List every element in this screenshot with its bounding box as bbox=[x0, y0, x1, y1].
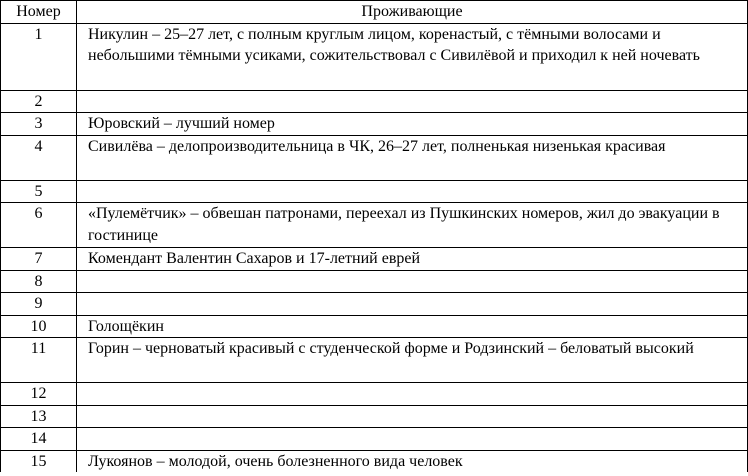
room-number: 13 bbox=[1, 405, 77, 428]
table-row bbox=[1, 293, 748, 316]
resident-description: Сивилёва – делопроизводительница в ЧК, 26–27 лет, полненькая низенькая красивая bbox=[77, 135, 748, 180]
header-row bbox=[1, 1, 748, 24]
room-number: 4 bbox=[1, 135, 77, 180]
resident-description bbox=[77, 180, 748, 203]
table-row bbox=[1, 338, 748, 383]
table-row bbox=[1, 113, 748, 136]
header-residents: Проживающие bbox=[77, 1, 748, 24]
room-number: 2 bbox=[1, 90, 77, 113]
table-row bbox=[1, 450, 748, 472]
resident-description bbox=[77, 270, 748, 293]
room-number: 7 bbox=[1, 248, 77, 271]
table-row bbox=[1, 23, 748, 90]
table-row bbox=[1, 405, 748, 428]
room-number: 10 bbox=[1, 315, 77, 338]
resident-description bbox=[77, 428, 748, 451]
resident-description: Никулин – 25–27 лет, с полным круглым лицом, коренастый, с тёмными волосами и небольшими тёмными усиками, сожительствовал с Сивилёвой и приходил к ней ночевать bbox=[77, 23, 748, 90]
resident-description: Горин – черноватый красивый с студенческой форме и Родзинский – беловатый высокий bbox=[77, 338, 748, 383]
resident-description bbox=[77, 383, 748, 406]
room-number: 3 bbox=[1, 113, 77, 136]
resident-description: «Пулемётчик» – обвешан патронами, переехал из Пушкинских номеров, жил до эвакуации в гостинице bbox=[77, 203, 748, 248]
room-number: 12 bbox=[1, 383, 77, 406]
room-number: 9 bbox=[1, 293, 77, 316]
room-number: 1 bbox=[1, 23, 77, 90]
resident-description bbox=[77, 405, 748, 428]
table-row bbox=[1, 428, 748, 451]
table-row bbox=[1, 90, 748, 113]
room-number: 5 bbox=[1, 180, 77, 203]
header-number: Номер bbox=[1, 1, 77, 24]
resident-description bbox=[77, 90, 748, 113]
room-number: 8 bbox=[1, 270, 77, 293]
room-number: 11 bbox=[1, 338, 77, 383]
table-row bbox=[1, 180, 748, 203]
resident-description bbox=[77, 293, 748, 316]
table-row bbox=[1, 270, 748, 293]
table-row bbox=[1, 248, 748, 271]
resident-description: Голощёкин bbox=[77, 315, 748, 338]
table-row bbox=[1, 315, 748, 338]
table-row bbox=[1, 383, 748, 406]
resident-description: Лукоянов – молодой, очень болезненного вида человек bbox=[77, 450, 748, 472]
resident-description: Комендант Валентин Сахаров и 17-летний еврей bbox=[77, 248, 748, 271]
resident-description: Юровский – лучший номер bbox=[77, 113, 748, 136]
table-row bbox=[1, 203, 748, 248]
room-number: 15 bbox=[1, 450, 77, 472]
room-number: 6 bbox=[1, 203, 77, 248]
table-row bbox=[1, 135, 748, 180]
room-number: 14 bbox=[1, 428, 77, 451]
